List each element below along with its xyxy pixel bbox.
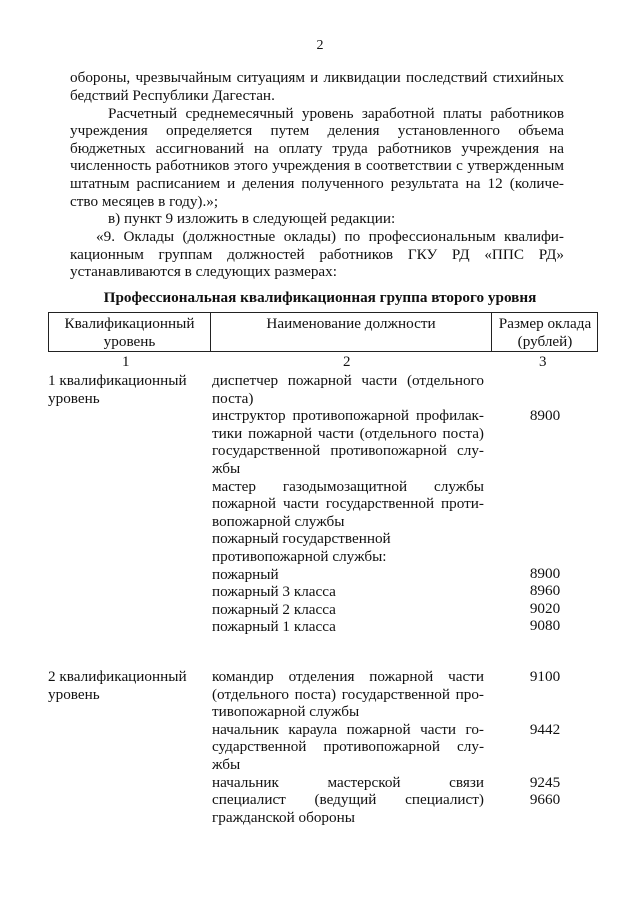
- salary-guard-chief: 9442: [529, 721, 561, 738]
- position-line: пожарной части государственной проти-: [212, 495, 484, 513]
- level1-positions: [212, 372, 484, 636]
- header-col1-line2: уровень: [103, 332, 156, 350]
- table-header: [48, 312, 598, 352]
- position-line: пожарный 3 класса: [212, 583, 336, 601]
- position-line: начальник мастерской связи: [212, 773, 484, 791]
- calc-line-2: учреждения определяется путем деления установленного объема: [70, 122, 564, 139]
- position-line: поста): [212, 389, 254, 407]
- calc-line-5: штатным расписанием и деления полученного результата на 12 (количе-: [70, 175, 564, 192]
- level2-label-line1: 2 квалификационный: [48, 668, 187, 685]
- item-b: в) пункт 9 изложить в следующей редакции:: [108, 210, 396, 227]
- level2-label: [48, 668, 198, 703]
- salary-specialist: 9660: [529, 791, 561, 808]
- header-col2: Наименование должности: [266, 315, 436, 332]
- position-line: мастер газодымозащитной службы: [212, 477, 484, 495]
- calc-line-4: численность работников этого учреждения в соответствии с утвержденным: [70, 157, 564, 174]
- level1-label-line2: уровень: [48, 389, 100, 407]
- position-line: гражданской обороны: [212, 808, 355, 826]
- salary-instructor: 8900: [529, 407, 561, 424]
- col-number-3: 3: [539, 354, 547, 370]
- position-line: жбы: [212, 755, 241, 773]
- intro-line-1: обороны, чрезвычайным ситуациям и ликвидации последствий стихийных: [70, 69, 564, 86]
- level2-positions: [212, 668, 484, 826]
- col-number-2: 2: [343, 354, 351, 370]
- level1-label: [48, 372, 198, 407]
- position-line: противопожарной службы:: [212, 547, 387, 565]
- position-line: тики пожарной части (отдельного поста): [212, 424, 484, 442]
- position-line: (отдельного поста) государственной про-: [212, 685, 484, 703]
- page-number: 2: [316, 38, 324, 53]
- intro-line-2: бедствий Республики Дагестан.: [70, 87, 275, 104]
- salary-fireman-2: 9020: [529, 600, 561, 617]
- header-col3-line2: (рублей): [517, 332, 573, 350]
- calc-line-1: Расчетный среднемесячный уровень заработной платы работников: [108, 105, 564, 122]
- position-line: командир отделения пожарной части: [212, 668, 484, 685]
- position-line: инструктор противопожарной профилак-: [212, 407, 484, 425]
- position-line: пожарный государственной: [212, 530, 391, 548]
- position-line: диспетчер пожарной части (отдельного: [212, 372, 484, 389]
- header-col1: [49, 315, 210, 350]
- salary-fireman-3: 8960: [529, 582, 561, 599]
- position-line: пожарный 1 класса: [212, 618, 336, 636]
- level2-label-line2: уровень: [48, 685, 100, 703]
- header-col3-line1: Размер оклада: [498, 315, 592, 332]
- position-line: пожарный 2 класса: [212, 600, 336, 618]
- col-number-1: 1: [122, 354, 130, 370]
- level1-label-line1: 1 квалификационный: [48, 372, 187, 389]
- salary-fireman: 8900: [529, 565, 561, 582]
- position-line: начальник караула пожарной части го-: [212, 720, 484, 738]
- item9-line-2: кационным группам должностей работников ГКУ РД «ППС РД»: [70, 246, 564, 263]
- calc-line-6: ство месяцев в году).»;: [70, 193, 219, 210]
- position-line: вопожарной службы: [212, 512, 345, 530]
- position-line: сударственной противопожарной слу-: [212, 738, 484, 756]
- table-title: Профессиональная квалификационная группа второго уровня: [103, 289, 537, 306]
- salary-workshop: 9245: [529, 774, 561, 791]
- position-line: тивопожарной службы: [212, 703, 360, 721]
- position-line: государственной противопожарной слу-: [212, 442, 484, 460]
- salary-fireman-1: 9080: [529, 617, 561, 634]
- salary-commander: 9100: [529, 668, 561, 685]
- header-col1-line1: Квалификационный: [64, 315, 195, 332]
- position-line: жбы: [212, 459, 241, 477]
- position-line: специалист (ведущий специалист): [212, 791, 484, 809]
- position-line: пожарный: [212, 565, 279, 583]
- item9-line-3: устанавливаются в следующих размерах:: [70, 263, 337, 280]
- header-col3: [492, 315, 598, 350]
- item9-line-1: «9. Оклады (должностные оклады) по профессиональным квалифи-: [96, 228, 564, 245]
- calc-line-3: бюджетных ассигнований на оплату труда работников учреждения на: [70, 140, 564, 157]
